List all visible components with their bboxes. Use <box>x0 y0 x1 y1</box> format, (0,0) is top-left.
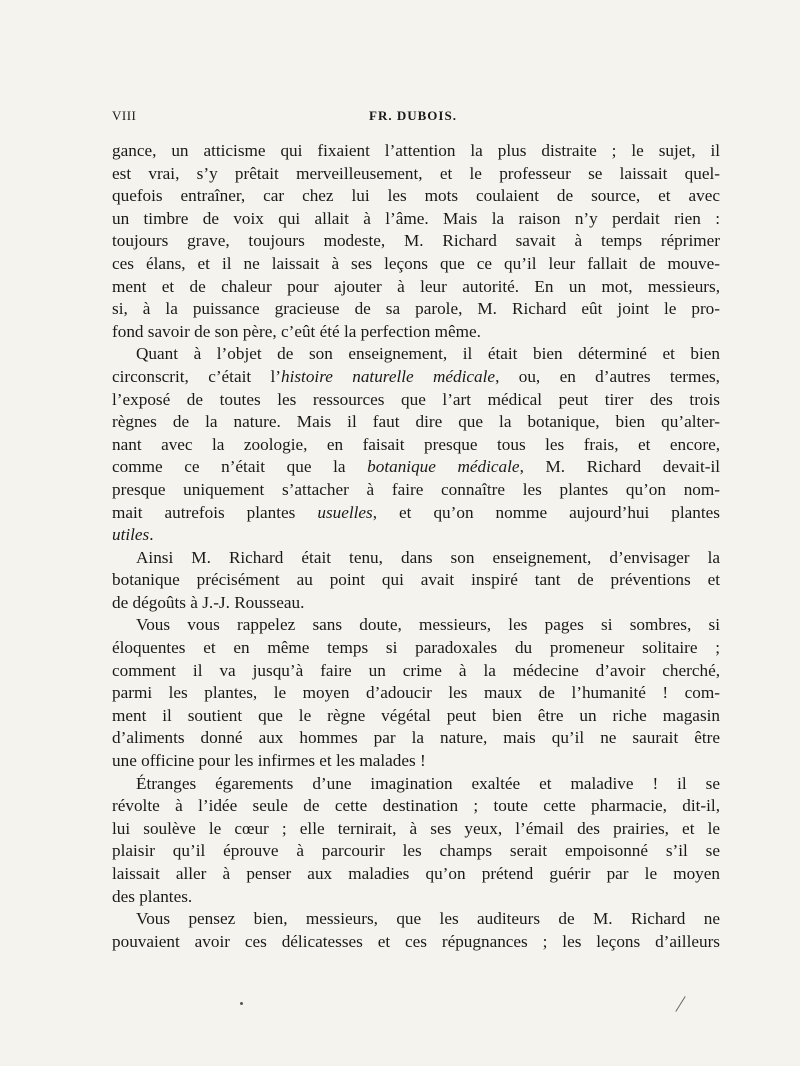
italic-term: utiles <box>112 525 150 545</box>
body-text <box>112 140 720 953</box>
running-head <box>112 108 714 128</box>
page-number: VIII <box>112 108 137 123</box>
text-line: règnes de la nature. Mais il faut dire que la botanique, bien qu’alter- <box>112 412 720 432</box>
running-title: FR. DUBOIS. <box>369 108 457 123</box>
text-line: révolte à l’idée seule de cette destination ; toute cette pharmacie, dit-il, <box>112 796 720 816</box>
text-run: , M. Richard devait-il <box>519 457 721 477</box>
text-run: . <box>149 525 154 545</box>
text-line: lui soulève le cœur ; elle ternirait, à ses yeux, l’émail des prairies, et le <box>112 818 720 838</box>
text-line <box>112 366 720 389</box>
text-line: comment il va jusqu’à faire un crime à la médecine d’avoir cherché, <box>112 660 720 680</box>
text-line: ment et de chaleur pour ajouter à leur autorité. En un mot, messieurs, <box>112 276 720 296</box>
text-line: Quant à l’objet de son enseignement, il était bien déterminé et bien <box>136 344 720 364</box>
italic-term: botanique médicale <box>367 457 520 477</box>
text-line: Vous vous rappelez sans doute, messieurs, les pages si sombres, si <box>136 615 720 635</box>
text-run: , ou, en d’autres termes, <box>495 366 720 386</box>
text-line: ment il soutient que le règne végétal peut bien être un riche magasin <box>112 705 720 725</box>
text-line: laissait aller à penser aux maladies qu’on prétend guérir par le moyen <box>112 864 720 883</box>
text-run: comme ce n’était que la <box>112 457 368 477</box>
pencil-mark <box>675 996 685 1012</box>
text-line: d’aliments donné aux hommes par la nature, mais qu’il ne saurait être <box>112 728 720 748</box>
text-run: mait autrefois plantes <box>112 502 318 522</box>
text-line: pouvaient avoir ces délicatesses et ces répugnances ; les leçons d’ailleurs <box>112 931 720 951</box>
text-line: une officine pour les infirmes et les malades ! <box>112 751 426 771</box>
text-line <box>112 524 720 547</box>
text-line: si, à la puissance gracieuse de sa parole, M. Richard eût joint le pro- <box>112 299 720 319</box>
text-line: Vous pensez bien, messieurs, que les auditeurs de M. Richard ne <box>136 909 720 929</box>
text-line: plaisir qu’il éprouve à parcourir les champs serait empoisonné s’il se <box>112 841 720 861</box>
text-line: gance, un atticisme qui fixaient l’attention la plus distraite ; le sujet, il <box>112 141 720 160</box>
text-line: quefois entraîner, car chez lui les mots coulaient de source, et avec <box>112 186 720 206</box>
text-line: presque uniquement s’attacher à faire connaître les plantes qu’on nom- <box>112 479 720 499</box>
text-line: de dégoûts à J.-J. Rousseau. <box>112 592 305 612</box>
text-run: circonscrit, c’était l’ <box>112 366 281 386</box>
text-run: , et qu’on nomme aujourd’hui plantes <box>372 502 720 522</box>
italic-term: histoire naturelle médicale <box>281 366 496 386</box>
text-line: Étranges égarements d’une imagination exaltée et maladive ! il se <box>136 773 720 793</box>
text-line: parmi les plantes, le moyen d’adoucir les maux de l’humanité ! com- <box>112 683 720 703</box>
text-line: des plantes. <box>112 886 193 906</box>
text-line: est vrai, s’y prêtait merveilleusement, et le professeur se laissait quel- <box>112 163 720 183</box>
speck <box>240 1002 243 1005</box>
text-line: éloquentes et en même temps si paradoxales du promeneur solitaire ; <box>112 638 720 658</box>
text-line <box>112 502 720 525</box>
text-line: un timbre de voix qui allait à l’âme. Mais la raison n’y perdait rien : <box>112 208 720 228</box>
text-line <box>112 456 720 479</box>
text-line: ces élans, et il ne laissait à ses leçons que ce qu’il leur fallait de mouve- <box>112 253 720 273</box>
text-line: Ainsi M. Richard était tenu, dans son enseignement, d’envisager la <box>136 547 720 567</box>
text-line: l’exposé de toutes les ressources que l’art médical peut tirer des trois <box>112 389 720 409</box>
text-line: fond savoir de son père, c’eût été la perfection même. <box>112 321 481 341</box>
text-line: nant avec la zoologie, en faisait presque tous les frais, et encore, <box>112 434 720 454</box>
text-line: botanique précisément au point qui avait inspiré tant de préventions et <box>112 570 720 590</box>
italic-term: usuelles <box>317 502 373 522</box>
text-line: toujours grave, toujours modeste, M. Richard savait à temps réprimer <box>112 231 720 251</box>
